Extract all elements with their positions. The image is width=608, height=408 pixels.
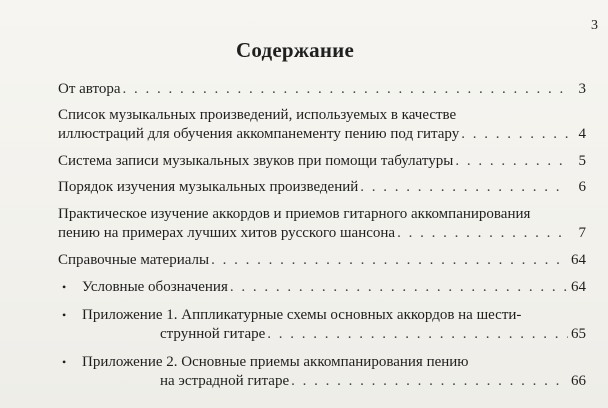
bullet-icon: • <box>62 308 67 322</box>
toc-entry-study-order <box>58 178 586 197</box>
toc-entry-title: Приложение 2. Основные приемы аккомпанирования пению <box>82 354 469 370</box>
toc-entry-title: Условные обозначения <box>82 279 228 295</box>
toc-entry-title: Практическое изучение аккордов и приемов гитарного аккомпанирования <box>58 206 531 222</box>
page-number: 3 <box>591 18 598 33</box>
toc-entry-title-continued: пению на примерах лучших хитов русского шансона <box>58 225 396 241</box>
toc-entry-title: Справочные материалы <box>58 252 210 268</box>
toc-page-number: 3 <box>578 81 586 97</box>
bullet-icon: • <box>62 355 67 369</box>
toc-entry-from-author <box>58 80 586 99</box>
toc-page-number: 64 <box>571 279 586 295</box>
leader-dots <box>267 325 568 344</box>
leader-dots <box>461 125 568 144</box>
toc-entry-title-continued: иллюстраций для обучения аккомпанементу пению под гитару <box>58 126 460 142</box>
leader-dots <box>397 224 568 243</box>
toc-entry-title-continued: на эстрадной гитаре <box>160 373 290 389</box>
leader-dots <box>360 178 568 197</box>
bullet-icon: • <box>62 280 67 294</box>
toc-page-number: 4 <box>578 126 586 142</box>
leader-dots <box>123 80 568 99</box>
toc-entry-title-continued: струнной гитаре <box>160 326 266 342</box>
toc-subentry-appendix-1 <box>58 306 586 344</box>
leader-dots <box>455 152 568 171</box>
leader-dots <box>291 372 568 391</box>
leader-dots <box>230 278 568 297</box>
toc-page-number: 5 <box>578 153 586 169</box>
toc-entry-title: Порядок изучения музыкальных произведений <box>58 179 359 195</box>
toc-entry-tablature <box>58 152 586 171</box>
toc-entry-title: Приложение 1. Аппликатурные схемы основных аккордов на шести- <box>82 307 522 323</box>
toc-page-number: 7 <box>578 225 586 241</box>
toc-entry-music-list <box>58 106 586 144</box>
leader-dots <box>211 251 568 270</box>
table-of-contents <box>58 80 586 391</box>
toc-entry-title: Система записи музыкальных звуков при помощи табулатуры <box>58 153 454 169</box>
toc-entry-title: Список музыкальных произведений, используемых в качестве <box>58 107 457 123</box>
toc-subentry-appendix-2 <box>58 353 586 391</box>
toc-page-number: 64 <box>571 252 586 268</box>
toc-entry-practical-study <box>58 205 586 243</box>
toc-page-number: 66 <box>571 373 586 389</box>
toc-entry-reference <box>58 251 586 270</box>
toc-subentry-symbols <box>58 278 586 297</box>
toc-page-number: 65 <box>571 326 586 342</box>
page-title: Содержание <box>236 38 354 62</box>
toc-entry-title: От автора <box>58 81 121 97</box>
toc-page-number: 6 <box>578 179 586 195</box>
